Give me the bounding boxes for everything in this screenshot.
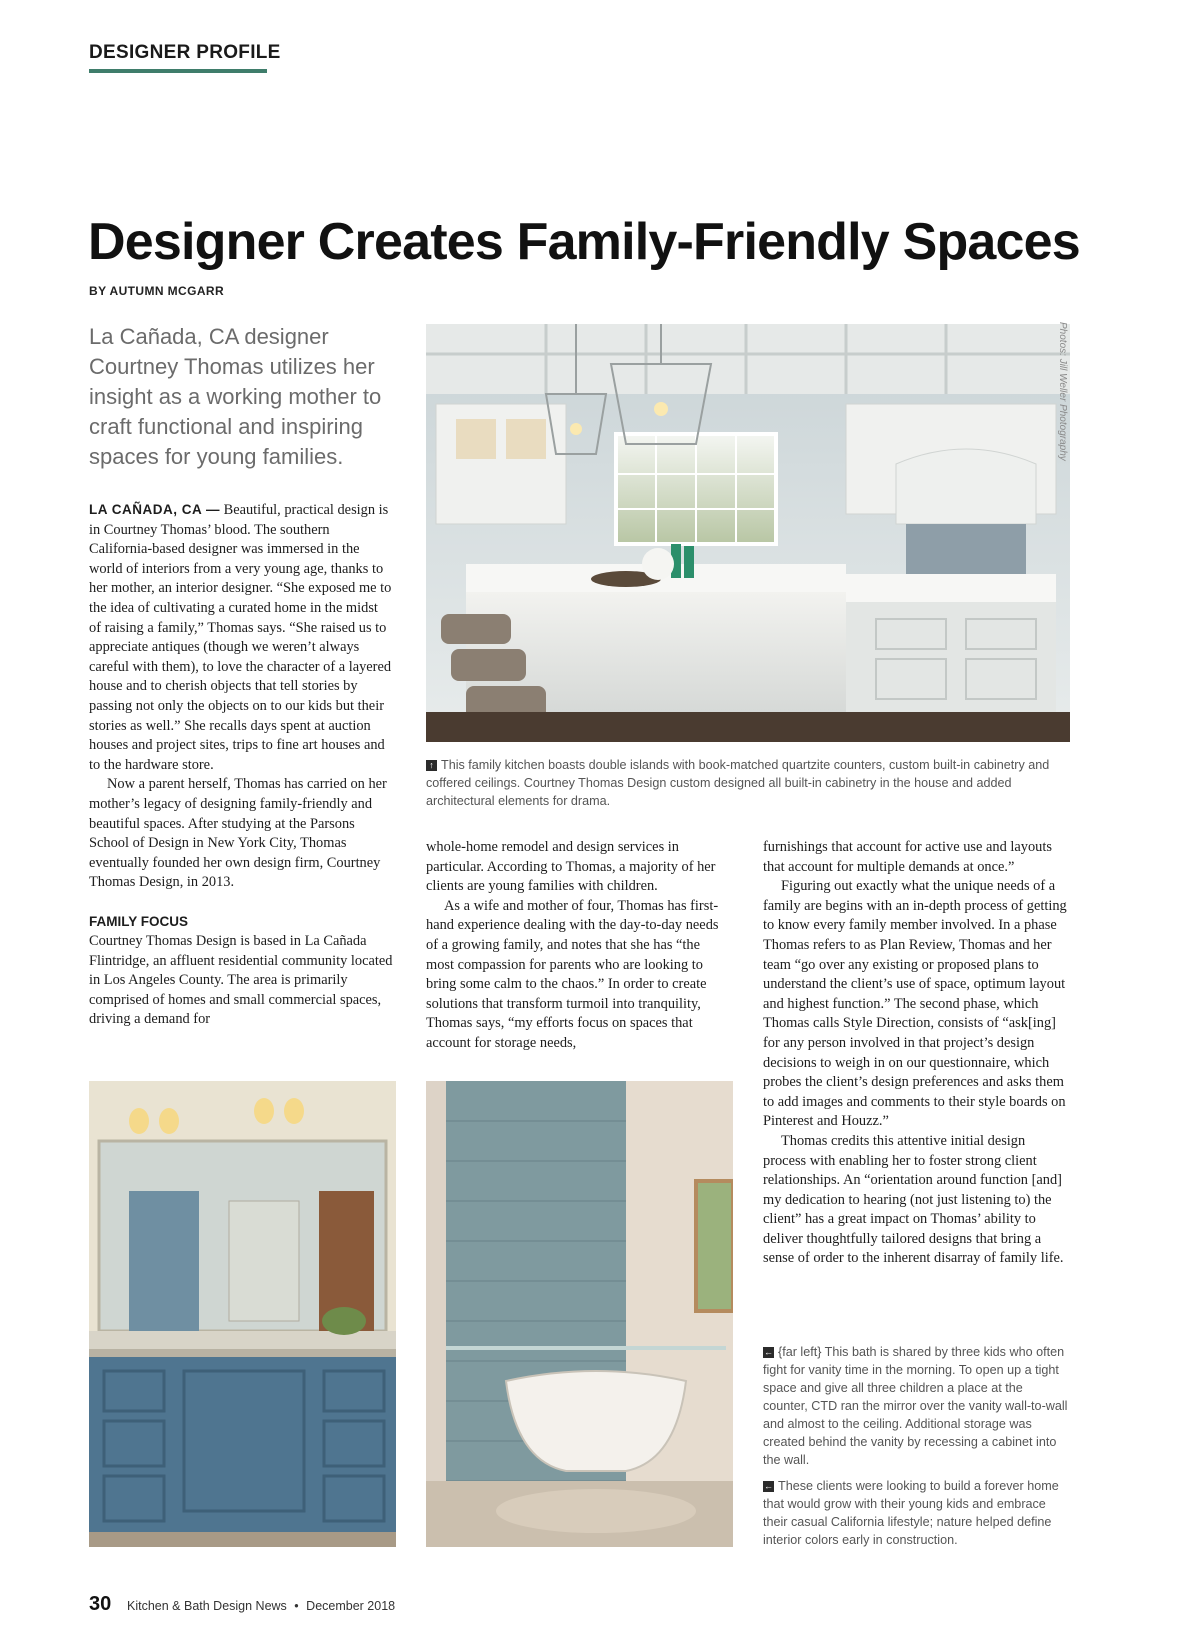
- paragraph-text: Beautiful, practical design is in Courtney Thomas’ blood. The southern California-based designer was immersed in the world of interiors from a very young age, thanks to her mother, an interior designer. “She exposed me to the idea of cultivating a curated home in the midst of raising a family,” Thomas says. “She raised us to appreciate antiques (though we weren’t always careful with them), to love the character of a layered house and to cherish objects that tell stories by passing not only the objects on to our kids but their stories as well.” She recalls days spent at auction houses and project sites, trips to fine art houses and to the hardware store.: [89, 502, 392, 773]
- section-rule: [89, 69, 267, 73]
- kids-bath-caption: [763, 1343, 1071, 1469]
- article-headline: Designer Creates Family-Friendly Spaces: [88, 213, 1080, 271]
- issue-date: December 2018: [306, 1599, 396, 1613]
- subhead: FAMILY FOCUS: [89, 914, 189, 930]
- article-column-3: [763, 838, 1071, 1269]
- folio-publication: [127, 1599, 395, 1613]
- paragraph: Thomas credits this attentive initial design process with enabling her to foster strong client relationships. An “orientation around function [and] my dedication to hearing (not just listening to) the client” has a great impact on Thomas’ ability to deliver thoughtfully tailored designs that bring a sense of order to the inherent disarray of family life.: [763, 1132, 1064, 1267]
- section-label: DESIGNER PROFILE: [89, 42, 281, 63]
- page-number: 30: [89, 1593, 112, 1615]
- paragraph: Now a parent herself, Thomas has carried on her mother’s legacy of designing family-friendly and beautiful spaces. After studying at the Parsons School of Design in New York City, Thomas eventually founded her own design firm, Courtney Thomas Design, in 2013.: [89, 776, 387, 891]
- kitchen-caption-text: This family kitchen boasts double islands with book-matched quartzite counters, custom built-in cabinetry and coffered ceilings. Courtney Thomas Design custom designed all built-in cabinetry in the house and added architectural elements for drama.: [426, 758, 1050, 808]
- paragraph: [89, 500, 393, 775]
- tub-bath-caption-text: These clients were looking to build a forever home that would grow with their young kids and embrace their casual California lifestyle; nature helped define interior colors early in construction.: [763, 1479, 1059, 1547]
- paragraph: whole-home remodel and design services in particular. According to Thomas, a majority of her clients are young families with children.: [426, 839, 716, 895]
- arrow-left-icon: ←: [764, 1347, 773, 1357]
- kids-bath-photo: [89, 1081, 396, 1547]
- arrow-left-icon: ←: [764, 1481, 773, 1491]
- paragraph: furnishings that account for active use and layouts that account for multiple demands at once.”: [763, 839, 1052, 875]
- article-column-2: [426, 838, 730, 1054]
- kitchen-caption: [426, 756, 1050, 810]
- tub-bath-photo: [426, 1081, 733, 1547]
- paragraph: Figuring out exactly what the unique needs of a family are begins with an in-depth process of getting to know every family member involved. In a phase Thomas refers to as Plan Review, Thomas and her team “go over any existing or proposed plans to understand the client’s use of space, optimum layout and highest function.” The second phase, which Thomas calls Style Direction, consists of “ask[ing] for any person involved in that project’s design decisions to weigh in on our questionnaire, which probes the client’s design preferences and asks them to add images and comments to their style boards on Pinterest and Houzz.”: [763, 878, 1067, 1130]
- article-dek: La Cañada, CA designer Courtney Thomas utilizes her insight as a working mother to craft functional and inspiring spaces for young families.: [89, 324, 382, 469]
- folio-separator: •: [294, 1599, 299, 1613]
- photo-credit: Photos: Jill Weller Photography: [1057, 322, 1068, 461]
- dateline: LA CAÑADA, CA —: [89, 502, 220, 517]
- arrow-up-icon: ↑: [426, 760, 437, 771]
- byline: BY AUTUMN MCGARR: [89, 284, 225, 298]
- kitchen-photo: [426, 324, 1070, 742]
- paragraph: Courtney Thomas Design is based in La Cañada Flintridge, an affluent residential community located in Los Angeles County. The area is primarily comprised of homes and small commercial spaces, driving a demand for: [89, 933, 393, 1028]
- paragraph: As a wife and mother of four, Thomas has first-hand experience dealing with the day-to-day needs of a growing family, and notes that she has “the most compassion for parents who are looking to bring some calm to the chaos.” In order to create solutions that transform turmoil into tranquility, Thomas says, “my efforts focus on spaces that account for storage needs,: [426, 897, 719, 1051]
- publication-name: Kitchen & Bath Design News: [127, 1599, 287, 1613]
- tub-bath-caption: [763, 1477, 1071, 1549]
- kids-bath-caption-text: {far left} This bath is shared by three kids who often fight for vanity time in the morning. To open up a tight space and give all three children a place at the counter, CTD ran the mirror over the vanity wall-to-wall and almost to the ceiling. Additional storage was created behind the vanity by recessing a cabinet into the wall.: [763, 1345, 1068, 1467]
- article-column-1: [89, 500, 393, 1030]
